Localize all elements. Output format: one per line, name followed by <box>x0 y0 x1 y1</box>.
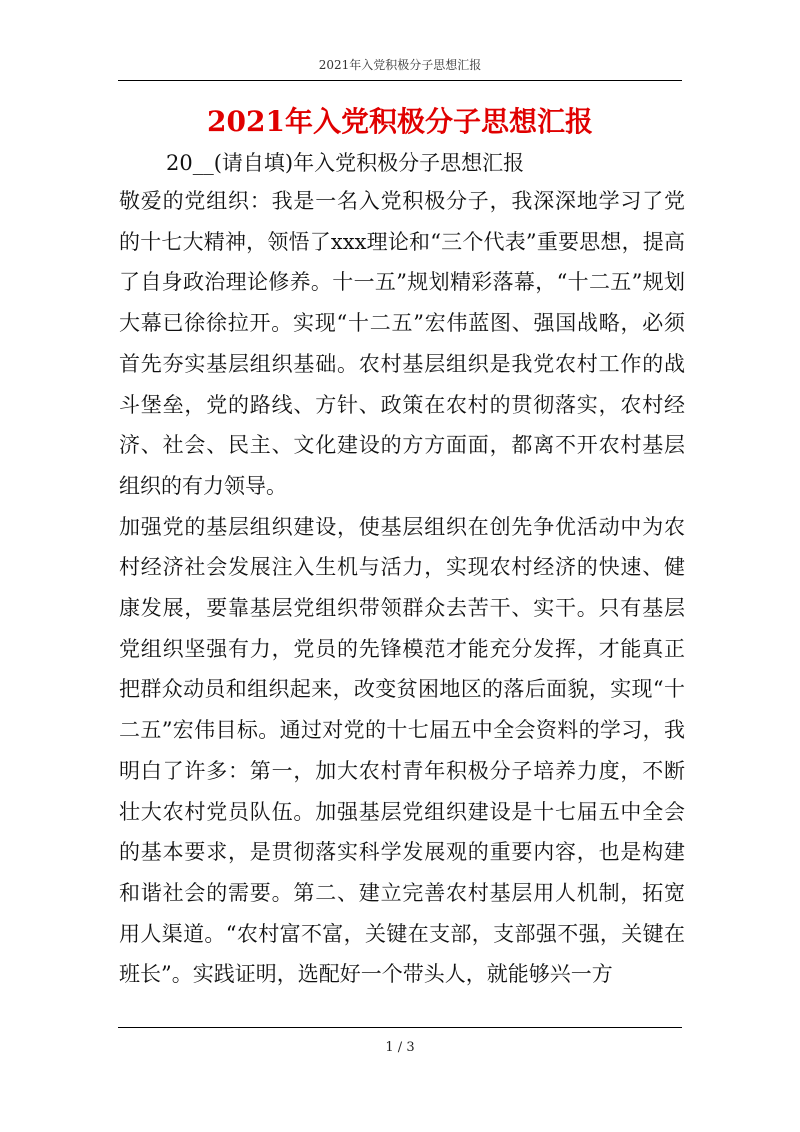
document-subtitle: 20__(请自填)年入党积极分子思想汇报 <box>166 151 525 175</box>
running-header: 2021年入党积极分子思想汇报 <box>318 58 482 72</box>
page-number: 1 / 3 <box>385 1040 415 1055</box>
paragraph-1: 敬爱的党组织：我是一名入党积极分子，我深深地学习了党的十七大精神，领悟了xxx理论和“三个代表”重要思想，提高了自身政治理论修养。十一五”规划精彩落幕，“十二五”规划大幕已徐徐拉开。实现“十二五”宏伟蓝图、强国战略，必须首先夯实基层组织基础。农村基层组织是我党农村工作的战斗堡垒，党的路线、方针、政策在农村的贯彻落实，农村经济、社会、民主、文化建设的方方面面，都离不开农村基层组织的有力领导。 <box>119 189 685 498</box>
footer-divider <box>118 1027 682 1028</box>
document-title: 2021年入党积极分子思想汇报 <box>207 105 593 138</box>
document-body <box>119 181 685 995</box>
header-divider <box>118 80 682 81</box>
paragraph-2: 加强党的基层组织建设，使基层组织在创先争优活动中为农村经济社会发展注入生机与活力，实现农村经济的快速、健康发展，要靠基层党组织带领群众去苦干、实干。只有基层党组织坚强有力，党员的先锋模范才能充分发挥，才能真正把群众动员和组织起来，改变贫困地区的落后面貌，实现“十二五”宏伟目标。通过对党的十七届五中全会资料的学习，我明白了许多：第一，加大农村青年积极分子培养力度，不断壮大农村党员队伍。加强基层党组织建设是十七届五中全会的基本要求，是贯彻落实科学发展观的重要内容，也是构建和谐社会的需要。第二、建立完善农村基层用人机制，拓宽用人渠道。“农村富不富，关键在支部，支部强不强，关键在班长”。实践证明，选配好一个带头人，就能够兴一方 <box>119 514 685 987</box>
